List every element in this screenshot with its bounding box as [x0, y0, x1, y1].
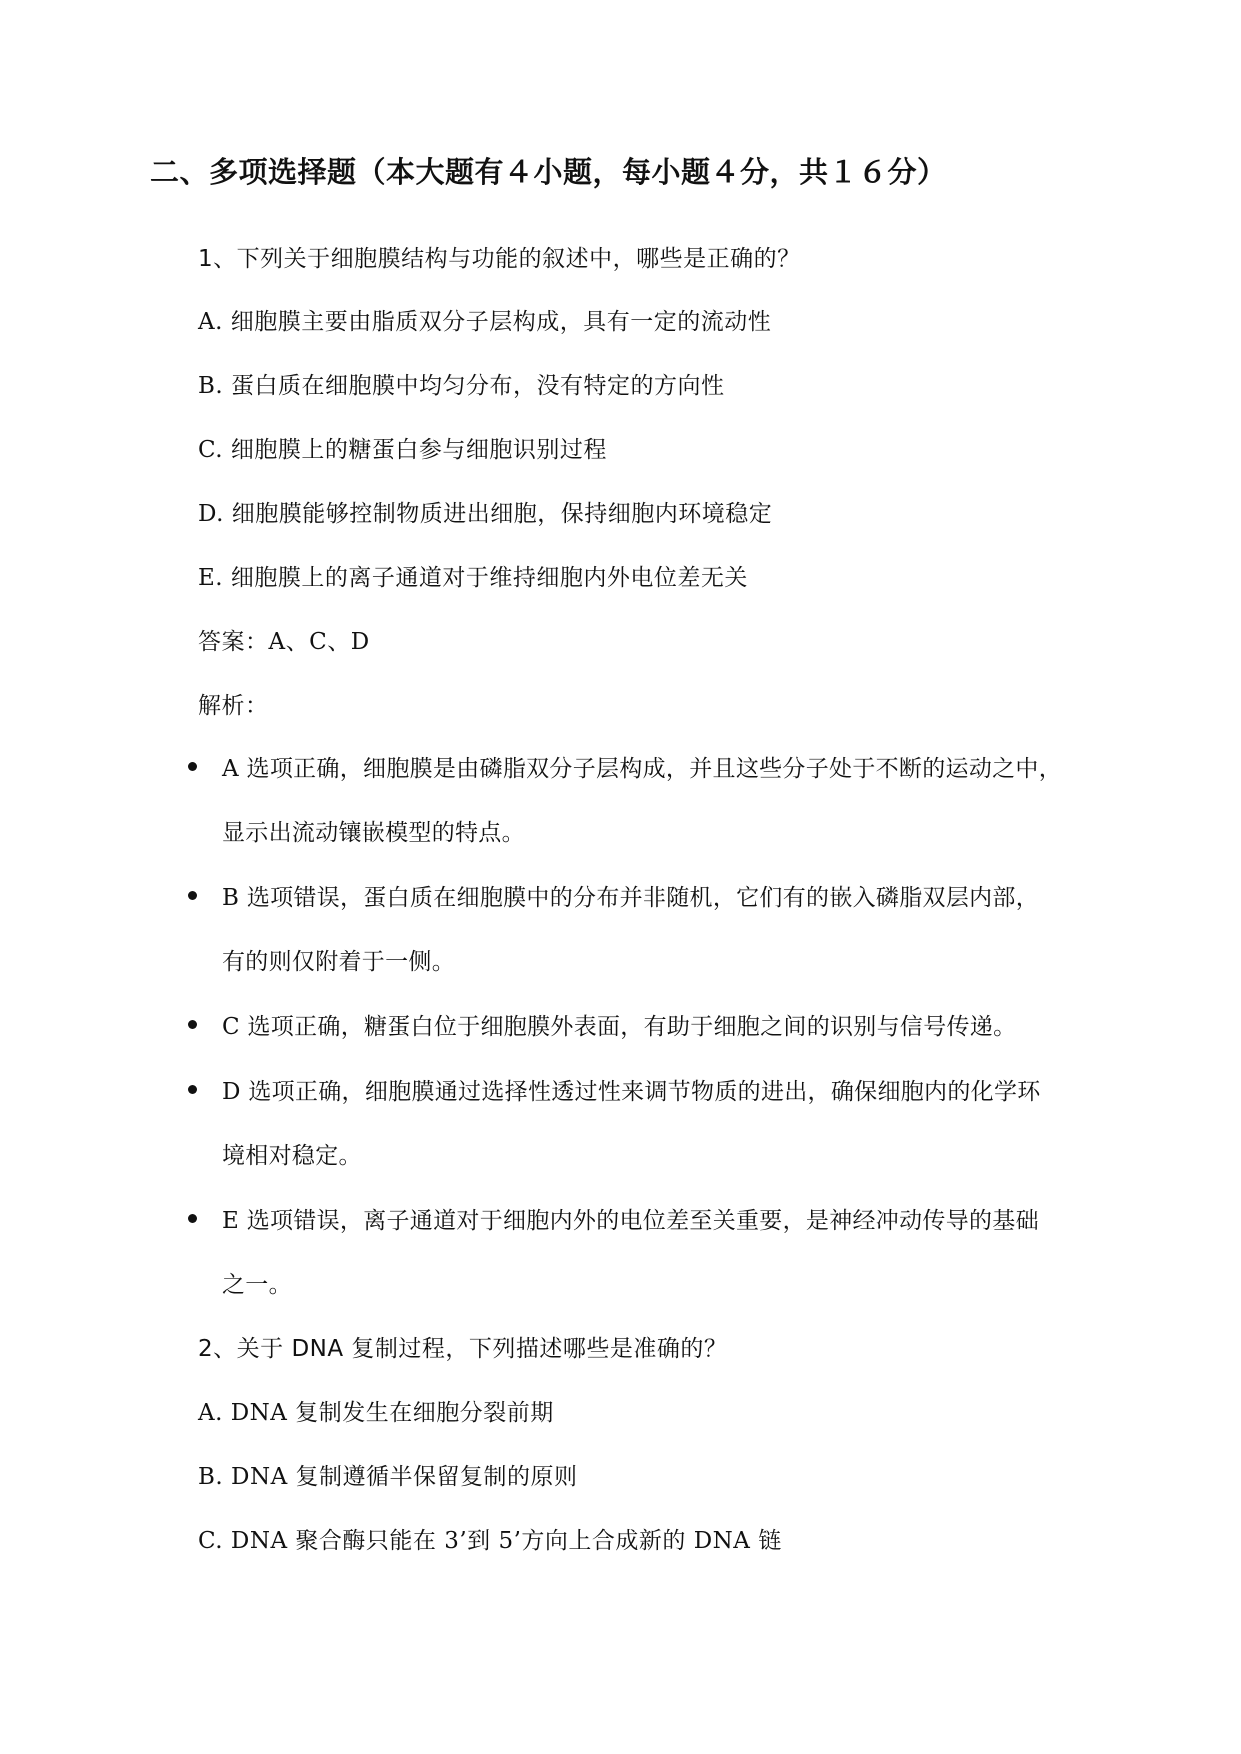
analysis-e-line1: E 选项错误，离子通道对于细胞内外的电位差至关重要，是神经冲动传导的基础: [222, 1208, 1039, 1234]
bullet-icon: [188, 1214, 197, 1223]
q1-option-c: C. 细胞膜上的糖蛋白参与细胞识别过程: [198, 437, 607, 463]
q1-title: 1、下列关于细胞膜结构与功能的叙述中，哪些是正确的？: [198, 246, 801, 272]
analysis-c-line1: C 选项正确，糖蛋白位于细胞膜外表面，有助于细胞之间的识别与信号传递。: [222, 1014, 1017, 1040]
bullet-icon: [188, 1085, 197, 1094]
analysis-a-line2: 显示出流动镶嵌模型的特点。: [222, 820, 525, 846]
q2-title: 2、关于 DNA 复制过程，下列描述哪些是准确的？: [198, 1336, 728, 1362]
bullet-icon: [188, 1020, 197, 1029]
analysis-b-line2: 有的则仅附着于一侧。: [222, 949, 455, 975]
q1-option-e: E. 细胞膜上的离子通道对于维持细胞内外电位差无关: [198, 565, 748, 591]
q1-answer: 答案：A、C、D: [198, 629, 370, 655]
analysis-e-line2: 之一。: [222, 1272, 292, 1298]
q1-option-a: A. 细胞膜主要由脂质双分子层构成，具有一定的流动性: [198, 309, 772, 335]
bullet-icon: [188, 762, 197, 771]
section-heading: 二、多项选择题（本大题有４小题，每小题４分，共１６分）: [150, 155, 947, 189]
q2-option-a: A. DNA 复制发生在细胞分裂前期: [198, 1400, 554, 1426]
q2-option-b: B. DNA 复制遵循半保留复制的原则: [198, 1464, 578, 1490]
q1-option-d: D. 细胞膜能够控制物质进出细胞，保持细胞内环境稳定: [198, 501, 773, 527]
q1-analysis-label: 解析：: [198, 693, 269, 719]
q2-option-c: C. DNA 聚合酶只能在 3’到 5’方向上合成新的 DNA 链: [198, 1528, 782, 1554]
analysis-d-line2: 境相对稳定。: [222, 1143, 362, 1169]
analysis-d-line1: D 选项正确，细胞膜通过选择性透过性来调节物质的进出，确保细胞内的化学环: [222, 1079, 1041, 1105]
analysis-b-line1: B 选项错误，蛋白质在细胞膜中的分布并非随机，它们有的嵌入磷脂双层内部，: [222, 885, 1040, 911]
analysis-a-line1: A 选项正确，细胞膜是由磷脂双分子层构成，并且这些分子处于不断的运动之中，: [222, 756, 1063, 782]
q1-option-b: B. 蛋白质在细胞膜中均匀分布，没有特定的方向性: [198, 373, 725, 399]
bullet-icon: [188, 891, 197, 900]
